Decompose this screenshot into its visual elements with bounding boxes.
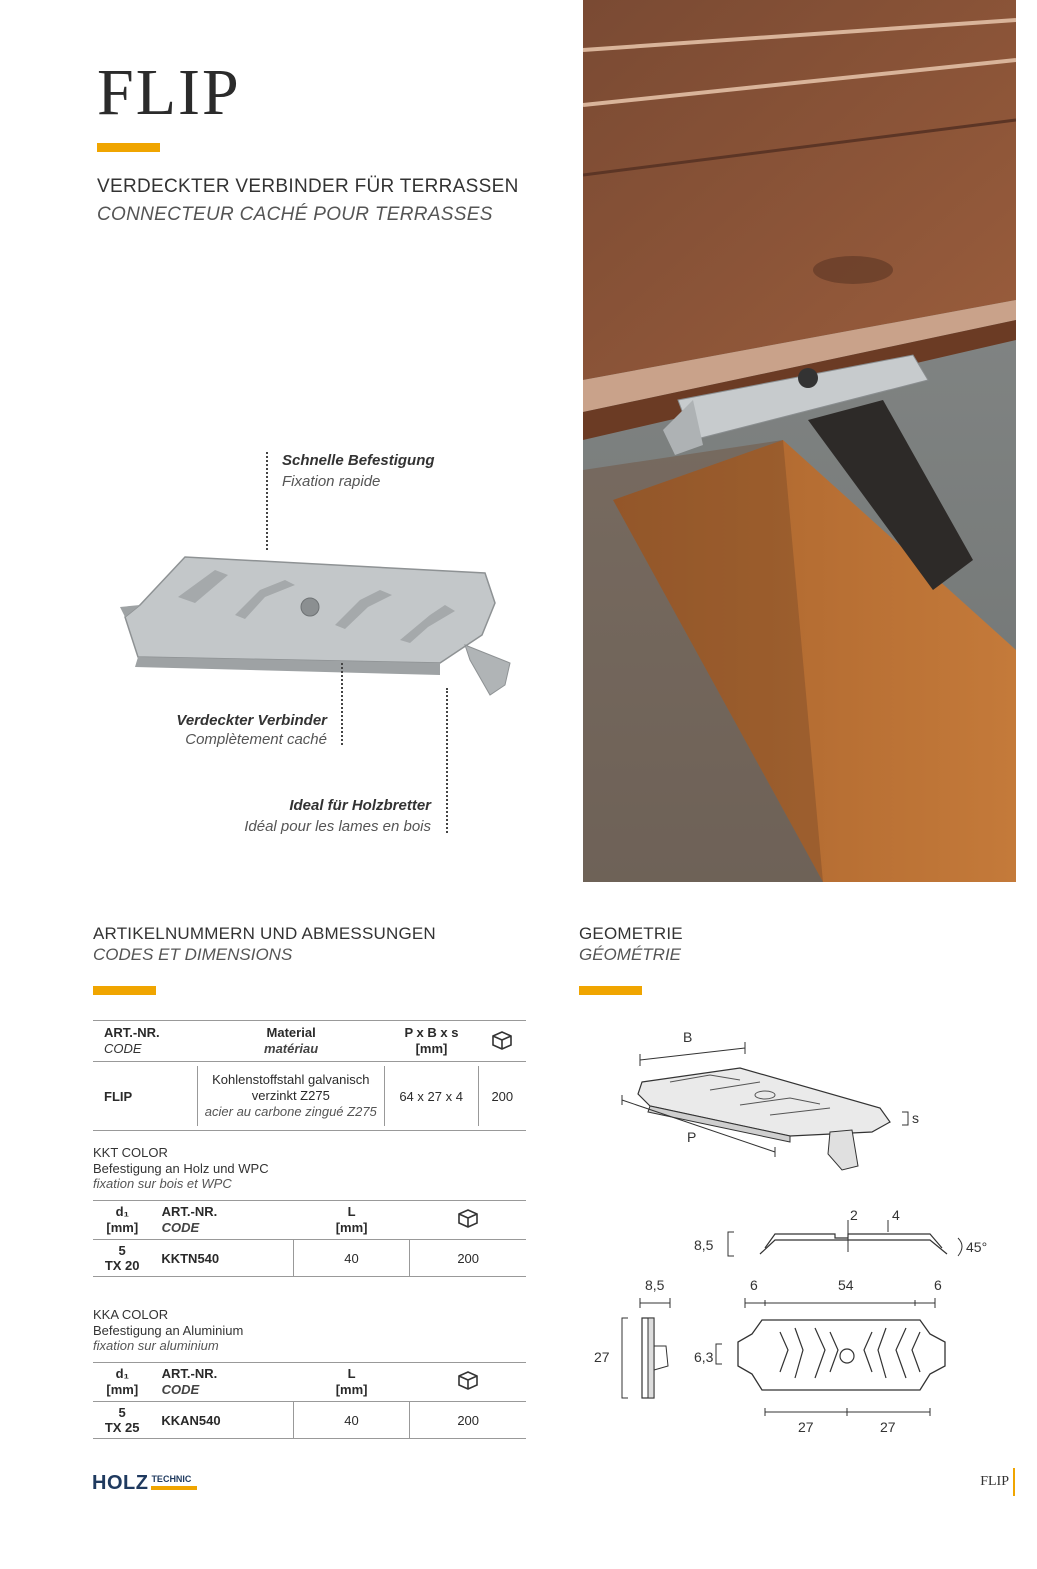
side-drawing — [728, 1220, 962, 1256]
callout-3-de: Ideal für Holzbretter — [289, 797, 431, 814]
kkt-row-d: 5 — [118, 1243, 126, 1258]
kka-title: KKA COLOR — [93, 1307, 169, 1322]
codes-accent-bar — [93, 986, 156, 995]
kkt-row-code: KKTN540 — [151, 1240, 293, 1276]
kka-row-l: 40 — [294, 1402, 411, 1438]
front-w-label: 8,5 — [645, 1277, 665, 1293]
top-mid-label: 54 — [838, 1277, 854, 1293]
kkt-row-l: 40 — [294, 1240, 411, 1276]
main-h-mat-fr: matériau — [264, 1041, 319, 1056]
main-row-mat-de: Kohlenstoffstahl galvanisch verzinkt Z275 — [212, 1072, 370, 1103]
kka-h-d: d₁ — [115, 1366, 129, 1381]
kka-sub-fr: fixation sur aluminium — [93, 1338, 219, 1353]
brand-logo-main: HOLZ — [92, 1472, 149, 1494]
callout-line-3 — [446, 688, 448, 833]
geometry-drawings — [590, 1020, 1010, 1450]
top-h-label: 6,3 — [694, 1349, 714, 1365]
kka-row — [93, 1402, 526, 1438]
kka-header — [93, 1363, 526, 1401]
kkt-h-d-unit: [mm] — [106, 1220, 139, 1235]
iso-p-label: P — [687, 1129, 697, 1145]
main-h-dim-unit: [mm] — [415, 1041, 448, 1056]
kkt-title: KKT COLOR — [93, 1145, 168, 1160]
side-4-label: 4 — [892, 1207, 900, 1223]
kkt-h-d: d₁ — [115, 1204, 129, 1219]
main-table — [93, 1020, 526, 1131]
subtitle-de: VERDECKTER VERBINDER FÜR TERRASSEN — [97, 176, 519, 197]
main-h-dim: P x B x s — [404, 1025, 459, 1040]
top-drawing — [716, 1298, 945, 1416]
kkt-sub-de: Befestigung an Holz und WPC — [93, 1161, 269, 1176]
page-label: FLIP — [980, 1474, 1009, 1489]
kkt-row-qty: 200 — [457, 1250, 480, 1266]
callout-line-1 — [266, 452, 268, 550]
page-marker — [1013, 1468, 1015, 1496]
main-row-code: FLIP — [104, 1088, 133, 1104]
bot-right-label: 27 — [880, 1419, 896, 1435]
codes-heading-de: ARTIKELNUMMERN UND ABMESSUNGEN — [93, 924, 436, 943]
kkt-h-code-fr: CODE — [161, 1220, 200, 1235]
brand-logo — [92, 1472, 197, 1495]
kka-row-d: 5 — [118, 1405, 126, 1420]
callout-2-fr: Complètement caché — [185, 731, 327, 748]
main-h-code-de: ART.-NR. — [104, 1025, 160, 1040]
kka-h-code-de: ART.-NR. — [161, 1366, 218, 1381]
main-row-qty: 200 — [491, 1088, 514, 1104]
kka-h-l: L — [347, 1366, 356, 1381]
kkt-h-code-de: ART.-NR. — [161, 1204, 218, 1219]
kka-h-d-unit: [mm] — [106, 1382, 139, 1397]
geo-heading-de: GEOMETRIE — [579, 924, 683, 943]
kkt-sub-fr: fixation sur bois et WPC — [93, 1176, 232, 1191]
kkt-section — [93, 1145, 526, 1277]
iso-b-label: B — [683, 1029, 693, 1045]
kka-row-tx: TX 25 — [104, 1420, 140, 1435]
product-photo — [583, 0, 1016, 882]
main-table-row — [93, 1062, 526, 1130]
codes-heading-fr: CODES ET DIMENSIONS — [93, 945, 293, 964]
main-h-code-fr: CODE — [104, 1041, 142, 1056]
box-icon — [410, 1208, 526, 1232]
main-table-header — [93, 1021, 526, 1061]
side-2-label: 2 — [850, 1207, 858, 1223]
kka-h-l-unit: [mm] — [335, 1382, 368, 1397]
callout-1-fr: Fixation rapide — [282, 473, 381, 490]
bot-left-label: 27 — [798, 1419, 814, 1435]
subtitle-fr: CONNECTEUR CACHÉ POUR TERRASSES — [97, 204, 493, 225]
brand-logo-sub: TECHNIC — [151, 1474, 192, 1484]
iso-s-label: s — [912, 1110, 919, 1126]
front-drawing — [622, 1298, 670, 1398]
accent-bar — [97, 143, 160, 152]
kkt-h-l: L — [347, 1204, 356, 1219]
callout-line-2 — [341, 663, 343, 745]
main-h-mat-de: Material — [266, 1025, 316, 1040]
box-icon — [478, 1030, 526, 1053]
kkt-h-l-unit: [mm] — [335, 1220, 368, 1235]
kka-h-code-fr: CODE — [161, 1382, 200, 1397]
brand-logo-bar — [151, 1486, 197, 1490]
kka-row-code: KKAN540 — [151, 1402, 293, 1438]
connector-illustration — [110, 545, 530, 705]
main-row-dim: 64 x 27 x 4 — [385, 1066, 479, 1126]
geo-heading-fr: GÉOMÉTRIE — [579, 945, 682, 964]
kka-section — [93, 1307, 526, 1439]
front-h-label: 27 — [594, 1349, 610, 1365]
kka-row-qty: 200 — [457, 1412, 480, 1428]
kkt-row — [93, 1240, 526, 1276]
kkt-row-tx: TX 20 — [104, 1258, 140, 1273]
callout-1-de: Schnelle Befestigung — [282, 452, 435, 469]
geo-accent-bar — [579, 986, 642, 995]
callout-2-de: Verdeckter Verbinder — [176, 712, 327, 729]
callout-3-fr: Idéal pour les lames en bois — [244, 818, 431, 835]
main-row-mat-fr: acier au carbone zingué Z275 — [204, 1104, 377, 1119]
side-angle-label: 45° — [966, 1239, 988, 1255]
kka-sub-de: Befestigung an Aluminium — [93, 1323, 244, 1338]
page-title: FLIP — [97, 56, 241, 129]
kkt-header — [93, 1201, 526, 1239]
top-right-label: 6 — [934, 1277, 942, 1293]
side-h-label: 8,5 — [694, 1237, 714, 1253]
box-icon — [410, 1370, 526, 1394]
top-left-label: 6 — [750, 1277, 758, 1293]
iso-drawing — [622, 1042, 908, 1170]
